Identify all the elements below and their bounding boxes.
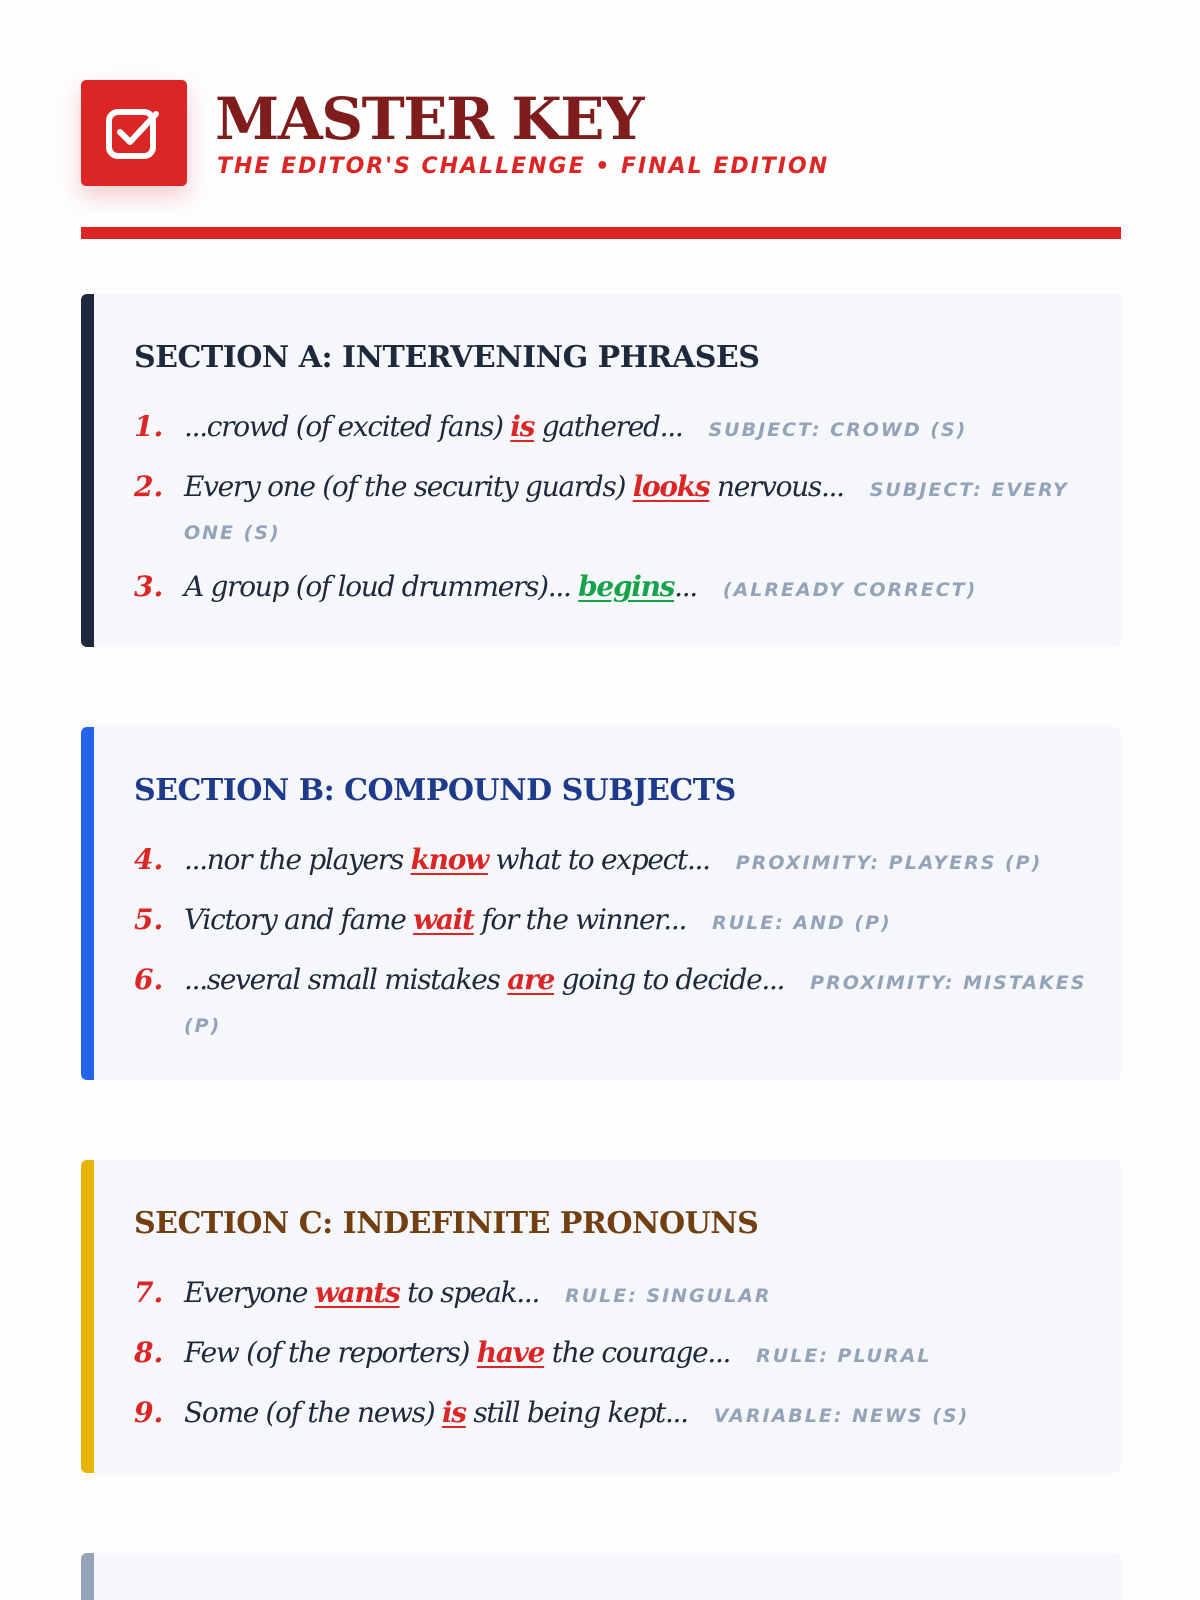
sentence-after: nervous... <box>709 470 844 503</box>
rule-note: RULE: PLURAL <box>756 1345 932 1367</box>
page-title: MASTER KEY <box>215 85 643 153</box>
rule-note: RULE: SINGULAR <box>565 1285 772 1307</box>
rule-note: SUBJECT: EVERY ONE (S) <box>184 479 1069 544</box>
section-title: SECTION A: INTERVENING PHRASES <box>134 340 760 375</box>
sentence-before: Every one (of the security guards) <box>184 470 633 503</box>
rule-note: RULE: AND (P) <box>712 912 892 934</box>
sentence-before: A group (of loud drummers)... <box>184 570 579 603</box>
corrected-verb: is <box>441 1396 466 1429</box>
corrected-verb: looks <box>632 470 710 503</box>
item-number: 2. <box>134 470 164 503</box>
item-number: 1. <box>134 410 164 443</box>
section-card-d <box>81 1553 1121 1600</box>
answer-item <box>134 840 1094 883</box>
item-number: 4. <box>134 843 164 876</box>
corrected-verb: have <box>476 1336 545 1369</box>
sentence-before: Few (of the reporters) <box>184 1336 477 1369</box>
rule-note: (ALREADY CORRECT) <box>722 579 978 601</box>
item-number: 7. <box>134 1276 164 1309</box>
checkbox-checked-icon <box>81 80 187 186</box>
sentence-before: Victory and fame <box>184 903 414 936</box>
corrected-verb: is <box>510 410 535 443</box>
sentence-after: for the winner... <box>473 903 687 936</box>
answer-item <box>134 1273 1094 1316</box>
section-card-c <box>81 1160 1121 1473</box>
corrected-verb: wants <box>314 1276 400 1309</box>
answer-item <box>134 467 1094 553</box>
rule-note: SUBJECT: CROWD (S) <box>708 419 968 441</box>
header-divider <box>81 227 1121 239</box>
rule-note: PROXIMITY: PLAYERS (P) <box>735 852 1043 874</box>
sentence-after: still being kept... <box>465 1396 688 1429</box>
sentence-before: ...several small mistakes <box>184 963 508 996</box>
sentence-before: Some (of the news) <box>184 1396 442 1429</box>
item-number: 5. <box>134 903 164 936</box>
corrected-verb: are <box>507 963 555 996</box>
sentence-after: what to expect... <box>487 843 710 876</box>
answer-item <box>134 1393 1094 1436</box>
answer-item <box>134 1333 1094 1376</box>
answer-item <box>134 567 1094 610</box>
sentence-after: ... <box>674 570 697 603</box>
section-card-b <box>81 727 1121 1080</box>
answer-item <box>134 900 1094 943</box>
section-title: SECTION C: INDEFINITE PRONOUNS <box>134 1206 759 1241</box>
sentence-after: to speak... <box>399 1276 540 1309</box>
section-accent-bar <box>81 727 94 1080</box>
rule-note: VARIABLE: NEWS (S) <box>713 1405 970 1427</box>
sentence-after: the courage... <box>544 1336 731 1369</box>
rule-note: PROXIMITY: MISTAKES (P) <box>184 972 1087 1037</box>
section-accent-bar <box>81 294 94 647</box>
section-accent-bar <box>81 1553 94 1600</box>
sentence-after: going to decide... <box>554 963 785 996</box>
corrected-verb: wait <box>413 903 474 936</box>
answer-item <box>134 960 1094 1046</box>
answer-item <box>134 407 1094 450</box>
corrected-verb: know <box>410 843 488 876</box>
header <box>81 80 1121 190</box>
sentence-before: ...nor the players <box>184 843 411 876</box>
correct-verb: begins <box>578 570 675 603</box>
section-card-a <box>81 294 1121 647</box>
page-subtitle: THE EDITOR'S CHALLENGE • FINAL EDITION <box>217 154 830 179</box>
section-title: SECTION B: COMPOUND SUBJECTS <box>134 773 736 808</box>
sentence-before: ...crowd (of excited fans) <box>184 410 511 443</box>
item-number: 9. <box>134 1396 164 1429</box>
item-number: 3. <box>134 570 164 603</box>
item-number: 6. <box>134 963 164 996</box>
sentence-after: gathered... <box>534 410 683 443</box>
sentence-before: Everyone <box>184 1276 315 1309</box>
section-accent-bar <box>81 1160 94 1473</box>
item-number: 8. <box>134 1336 164 1369</box>
